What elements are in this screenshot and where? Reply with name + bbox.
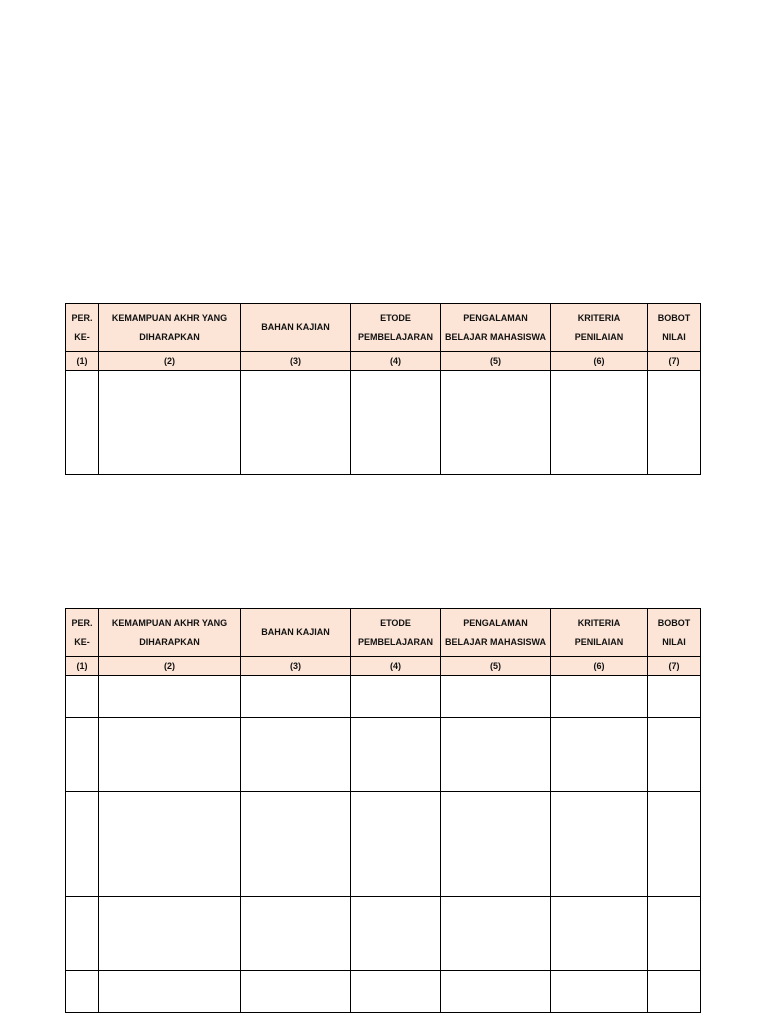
column-number: (6) bbox=[551, 352, 648, 371]
table-cell bbox=[351, 971, 441, 1013]
column-number-row bbox=[66, 657, 701, 676]
table-row bbox=[66, 676, 701, 718]
table-cell bbox=[99, 676, 241, 718]
table-cell bbox=[66, 897, 99, 971]
table-row bbox=[66, 371, 701, 475]
table-cell bbox=[66, 718, 99, 792]
table-cell bbox=[66, 792, 99, 897]
header-kriteria-penilaian: KRITERIA PENILAIAN bbox=[551, 304, 648, 352]
column-number: (3) bbox=[241, 657, 351, 676]
table-cell bbox=[441, 371, 551, 475]
table-cell bbox=[66, 971, 99, 1013]
table-cell bbox=[351, 718, 441, 792]
table-cell bbox=[551, 897, 648, 971]
table-cell bbox=[648, 718, 701, 792]
table-cell bbox=[648, 971, 701, 1013]
table-cell bbox=[551, 792, 648, 897]
column-number: (2) bbox=[99, 352, 241, 371]
table-cell bbox=[441, 676, 551, 718]
header-pengalaman-belajar: PENGALAMAN BELAJAR MAHASISWA bbox=[441, 304, 551, 352]
table-cell bbox=[241, 971, 351, 1013]
table-cell bbox=[551, 718, 648, 792]
column-number-row bbox=[66, 352, 701, 371]
table-cell bbox=[648, 792, 701, 897]
table-cell bbox=[351, 897, 441, 971]
column-number: (7) bbox=[648, 352, 701, 371]
table-cell bbox=[99, 792, 241, 897]
table-cell bbox=[99, 971, 241, 1013]
header-row bbox=[66, 304, 701, 352]
column-number: (2) bbox=[99, 657, 241, 676]
table-cell bbox=[648, 897, 701, 971]
column-number: (6) bbox=[551, 657, 648, 676]
header-bahan-kajian: BAHAN KAJIAN bbox=[241, 609, 351, 657]
column-number: (3) bbox=[241, 352, 351, 371]
table-cell bbox=[351, 676, 441, 718]
table-cell bbox=[648, 371, 701, 475]
table-cell bbox=[241, 676, 351, 718]
rps-table-1 bbox=[65, 303, 701, 475]
header-row bbox=[66, 609, 701, 657]
table-cell bbox=[551, 676, 648, 718]
header-metode-pembelajaran: ETODE PEMBELAJARAN bbox=[351, 304, 441, 352]
column-number: (1) bbox=[66, 657, 99, 676]
column-number: (4) bbox=[351, 352, 441, 371]
table-cell bbox=[66, 676, 99, 718]
table-cell bbox=[351, 371, 441, 475]
table-row bbox=[66, 897, 701, 971]
column-number: (4) bbox=[351, 657, 441, 676]
table-cell bbox=[241, 718, 351, 792]
table-cell bbox=[241, 897, 351, 971]
table-cell bbox=[551, 371, 648, 475]
table-cell bbox=[99, 718, 241, 792]
table-cell bbox=[241, 792, 351, 897]
header-pengalaman-belajar: PENGALAMAN BELAJAR MAHASISWA bbox=[441, 609, 551, 657]
column-number: (5) bbox=[441, 657, 551, 676]
table-row bbox=[66, 792, 701, 897]
table-cell bbox=[66, 371, 99, 475]
header-kemampuan-akhir: KEMAMPUAN AKHR YANG DIHARAPKAN bbox=[99, 304, 241, 352]
header-kemampuan-akhir: KEMAMPUAN AKHR YANG DIHARAPKAN bbox=[99, 609, 241, 657]
header-bobot-nilai: BOBOT NILAI bbox=[648, 609, 701, 657]
table-cell bbox=[241, 371, 351, 475]
header-per-ke: PER. KE- bbox=[66, 304, 99, 352]
header-bobot-nilai: BOBOT NILAI bbox=[648, 304, 701, 352]
table-row bbox=[66, 971, 701, 1013]
table-cell bbox=[441, 718, 551, 792]
table-cell bbox=[648, 676, 701, 718]
table-cell bbox=[351, 792, 441, 897]
table-cell bbox=[99, 371, 241, 475]
table-cell bbox=[551, 971, 648, 1013]
header-bahan-kajian: BAHAN KAJIAN bbox=[241, 304, 351, 352]
table-cell bbox=[441, 971, 551, 1013]
table-cell bbox=[441, 897, 551, 971]
header-kriteria-penilaian: KRITERIA PENILAIAN bbox=[551, 609, 648, 657]
table-row bbox=[66, 718, 701, 792]
column-number: (7) bbox=[648, 657, 701, 676]
table-cell bbox=[99, 897, 241, 971]
header-metode-pembelajaran: ETODE PEMBELAJARAN bbox=[351, 609, 441, 657]
column-number: (1) bbox=[66, 352, 99, 371]
header-per-ke: PER. KE- bbox=[66, 609, 99, 657]
column-number: (5) bbox=[441, 352, 551, 371]
rps-table-2 bbox=[65, 608, 701, 1013]
table-cell bbox=[441, 792, 551, 897]
